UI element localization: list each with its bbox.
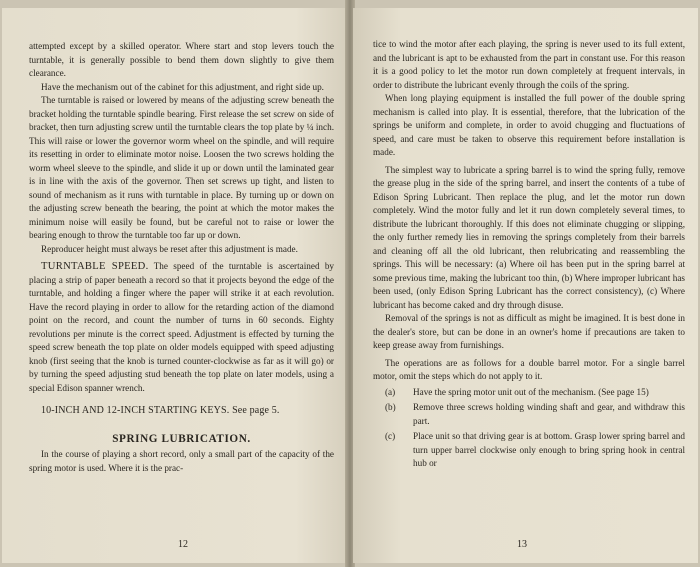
paragraph: The turntable is raised or lowered by means of the adjusting screw beneath the bracket holding the turntable spindle bearing. First release the set screw on side of bracket, then turn adjusting screw until the turntable clears the top plate by ¼ inch. This will raise or lower the governor worm wheel on the spindle, and will require its resetting in order to eliminate motor noise. Loosen the two screws holding the worm wheel sleeve to the spindle, and slide it up or down until the laminated gear is in line with the axis of the governor. Then set screws up tight, and listen to sound of mechanism as it runs with turntable in place. By turning up or down on the adjusting screw beneath the bearing, the point at which the motor makes the minimum noise will easily be found, but be careful not to raise or lower the bearing enough to throw the turntable too far up or down. — [29, 95, 334, 240]
step-marker: (b) — [385, 402, 396, 412]
turntable-speed-heading: TURNTABLE SPEED. — [41, 261, 149, 272]
step-marker: (c) — [385, 431, 396, 441]
step-item — [373, 386, 685, 400]
paragraph: The simplest way to lubricate a spring barrel is to wind the spring fully, remove the grease plug in the side of the spring barrel, and insert the contents of a tube of Edison Spring Lubricant. Then replace the plug, and let the motor run down completely. Wind the motor fully and let it run down completely several times, to distribute the lubricant thoroughly. If this does not eliminate chugging or slipping, the only further remedy lies in removing the springs completely from their barrels and cleaning off all the old lubricant, then relubricating and reassembling the springs. This will be necessary: (a) Where oil has been put in the spring barrel at some previous time, making the lubricant too thin, (b) Where improper lubricant has been used, (only Edison Spring Lubricant has the correct consistency), (c) Where lubricant has become caked and dry through disuse. — [373, 164, 685, 310]
step-text: Place unit so that driving gear is at bottom. Grasp lower spring barrel and turn upper barrel clockwise only enough to bring spring hook in central hub or — [413, 431, 685, 468]
paragraph: attempted except by a skilled operator. Where start and stop levers touch the turntable, it is generally possible to bend them down slightly to give them clearance. — [29, 41, 334, 78]
right-page-text — [373, 38, 685, 471]
paragraph: Reproducer height must always be reset after this adjustment is made. — [41, 243, 298, 254]
paragraph: The operations are as follows for a double barrel motor. For a single barrel motor, omit the steps which do not apply to it. — [373, 357, 685, 381]
page-number: 12 — [178, 539, 188, 550]
paragraph: tice to wind the motor after each playing, the spring is never used to its full extent, and the lubricant is apt to be exhausted from the part in constant use. For this reason it is a good policy to let the motor run down completely at frequent intervals, in order to distribute the lubricant evenly through the coils of the spring. — [373, 39, 685, 90]
step-marker: (a) — [385, 386, 396, 397]
turntable-speed-paragraph — [29, 260, 334, 395]
step-list — [373, 386, 685, 471]
step-item — [373, 430, 685, 471]
right-page — [353, 8, 698, 563]
left-page — [2, 8, 347, 563]
paragraph: Removal of the springs is not as difficult as might be imagined. It is best done in the dealer's store, but can be done in an owner's home if precautions are taken to keep grease away from furnishings. — [373, 313, 685, 350]
paragraph: In the course of playing a short record, only a small part of the capacity of the spring motor is used. Where it is the prac- — [29, 449, 334, 473]
step-item — [373, 401, 685, 428]
page-number: 13 — [517, 539, 527, 550]
paragraph-text: The speed of the turntable is ascertained by placing a strip of paper beneath a record so that it projects beyond the edge of the turntable, and holding a finger where the paper will strike it at each revolution. Have the record playing in order to allow for the retarding action of the diamond point on the record, and count the number of turns in 60 seconds. Eighty revolutions per minute is the correct speed. Adjustment is effected by turning the speed screw beneath the top plate on older models equipped with speed adjusting knob (first seeing that the knob is turned counter-clockwise as far as it will go) or by turning the speed adjusting stud beneath the top plate on later models, using a special Edison spanner wrench. — [29, 261, 335, 393]
step-text: Have the spring motor unit out of the mechanism. (See page 15) — [413, 386, 649, 397]
paragraph: Have the mechanism out of the cabinet for this adjustment, and right side up. — [41, 81, 324, 92]
spring-lubrication-heading: SPRING LUBRICATION. — [112, 433, 251, 445]
paragraph: When long playing equipment is installed the full power of the double spring mechanism is called into play. It is essential, therefore, that the lubrication of the springs be uniform and complete, in order to avoid chugging and fluctuations of speed, and care must be taken to observe this requirement before installation is made. — [373, 93, 685, 157]
left-page-text — [29, 40, 334, 475]
starting-keys-line: 10-INCH AND 12-INCH STARTING KEYS. See page 5. — [41, 405, 280, 416]
step-text: Remove three screws holding winding shaft and gear, and withdraw this part. — [413, 402, 685, 426]
